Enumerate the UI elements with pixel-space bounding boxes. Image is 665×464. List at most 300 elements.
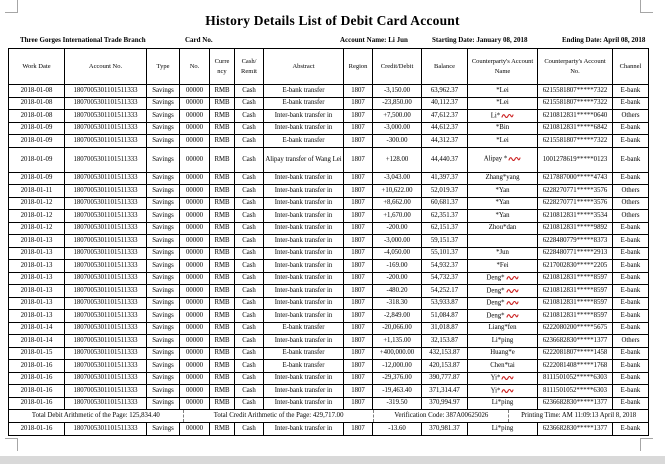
cell-work-date: 2018-01-14 — [9, 322, 65, 335]
table-head — [9, 49, 649, 85]
cell-channel: E-bank — [613, 322, 649, 335]
cell-currency: RMB — [210, 222, 235, 235]
cell-credit-debit: -200.00 — [373, 272, 422, 285]
table-row — [9, 135, 649, 148]
cell-type: Savings — [147, 310, 180, 323]
cell-region: 1807 — [344, 385, 373, 398]
cell-cp-name — [468, 385, 538, 398]
table-row — [9, 322, 649, 335]
red-scribble-mark — [501, 374, 514, 382]
cell-cp-account-no: 6210812831*****8597 — [538, 297, 613, 310]
table-row — [9, 360, 649, 373]
cell-work-date: 2018-01-08 — [9, 85, 65, 98]
cell-account-no: 1807005301101511333 — [65, 172, 147, 185]
cell-channel: E-bank — [613, 297, 649, 310]
cell-account-no: 1807005301101511333 — [65, 272, 147, 285]
table-row — [9, 372, 649, 385]
cell-cash-remit: Cash — [235, 185, 264, 198]
cell-region: 1807 — [344, 247, 373, 260]
cell-cp-account-no: 6215581807*****7322 — [538, 135, 613, 148]
cell-account-no: 1807005301101511333 — [65, 247, 147, 260]
counterparty-name-text: Li* — [490, 112, 501, 120]
cell-balance: 32,153.87 — [422, 335, 468, 348]
cell-cp-account-no: 6210812831*****8597 — [538, 272, 613, 285]
cell-region: 1807 — [344, 297, 373, 310]
cell-credit-debit: -4,050.00 — [373, 247, 422, 260]
column-header-type: Type — [147, 49, 180, 85]
cell-work-date: 2018-01-13 — [9, 310, 65, 323]
cell-channel: E-bank — [613, 260, 649, 273]
cell-no: 00000 — [180, 97, 210, 110]
cell-cp-name — [468, 322, 538, 335]
counterparty-name-text: Li*ping — [491, 336, 514, 344]
column-header-abstract: Abstract — [264, 49, 344, 85]
table-row — [9, 97, 649, 110]
cell-credit-debit: -29,376.00 — [373, 372, 422, 385]
cell-type: Savings — [147, 135, 180, 148]
cell-channel: E-bank — [613, 310, 649, 323]
cell-cash-remit: Cash — [235, 210, 264, 223]
cell-cp-name — [468, 97, 538, 110]
cell-account-no: 1807005301101511333 — [65, 122, 147, 135]
cell-currency: RMB — [210, 122, 235, 135]
cell-type: Savings — [147, 285, 180, 298]
table-row — [9, 122, 649, 135]
cell-cash-remit: Cash — [235, 260, 264, 273]
cell-cp-account-no: 6217887000*****4743 — [538, 172, 613, 185]
cell-balance: 60,681.37 — [422, 197, 468, 210]
cell-account-no: 1807005301101511333 — [65, 297, 147, 310]
verification-code: Verification Code: 387A00625026 — [373, 410, 508, 422]
cell-work-date: 2018-01-13 — [9, 235, 65, 248]
cell-currency: RMB — [210, 110, 235, 123]
cell-abstract: E-bank transfer — [264, 97, 344, 110]
cell-abstract: Inter-bank transfer in — [264, 397, 344, 410]
counterparty-name-text: *Lei — [496, 86, 509, 94]
cell-account-no: 1807005301101511333 — [65, 85, 147, 98]
cell-region: 1807 — [344, 322, 373, 335]
cell-currency: RMB — [210, 210, 235, 223]
cell-cp-name — [468, 272, 538, 285]
cell-balance: 52,019.37 — [422, 185, 468, 198]
cell-work-date: 2018-01-09 — [9, 147, 65, 172]
cell-cash-remit: Cash — [235, 85, 264, 98]
cell-no: 00000 — [180, 122, 210, 135]
counterparty-name-text: *Yan — [495, 211, 510, 219]
cell-no: 00000 — [180, 423, 210, 436]
cell-no: 00000 — [180, 147, 210, 172]
column-header-work_date: Work Date — [9, 49, 65, 85]
cell-no: 00000 — [180, 322, 210, 335]
cell-region: 1807 — [344, 347, 373, 360]
cell-abstract: Inter-bank transfer in — [264, 272, 344, 285]
cell-cp-account-no: 6210812831*****6842 — [538, 122, 613, 135]
cell-balance: 55,101.37 — [422, 247, 468, 260]
cell-region: 1807 — [344, 172, 373, 185]
cell-account-no: 1807005301101511333 — [65, 347, 147, 360]
cell-cp-name — [468, 197, 538, 210]
cell-channel: E-bank — [613, 285, 649, 298]
cell-balance: 44,612.37 — [422, 122, 468, 135]
cell-type: Savings — [147, 372, 180, 385]
cell-no: 00000 — [180, 347, 210, 360]
column-header-cp_name: Counterparty's Account Name — [468, 49, 538, 85]
cell-credit-debit: -23,850.00 — [373, 97, 422, 110]
table-row — [9, 335, 649, 348]
page-title: History Details List of Debit Card Account — [205, 13, 460, 28]
cell-credit-debit: -19,463.40 — [373, 385, 422, 398]
cell-cash-remit: Cash — [235, 135, 264, 148]
total-debit: Total Debit Arithmetic of the Page: 125,834.40 — [31, 412, 160, 420]
cell-abstract: Inter-bank transfer in — [264, 235, 344, 248]
table-row — [9, 260, 649, 273]
cell-account-no: 1807005301101511333 — [65, 260, 147, 273]
cell-channel: E-bank — [613, 360, 649, 373]
table-row — [9, 110, 649, 123]
cell-type: Savings — [147, 397, 180, 410]
cell-type: Savings — [147, 385, 180, 398]
cell-cp-name — [468, 335, 538, 348]
cell-cash-remit: Cash — [235, 235, 264, 248]
counterparty-name-text: *Fei — [496, 261, 509, 269]
counterparty-name-text: *Bin — [495, 124, 510, 132]
branch-name: Three Gorges International Trade Branch — [20, 36, 146, 44]
cell-channel: E-bank — [613, 222, 649, 235]
cell-currency: RMB — [210, 423, 235, 436]
cell-work-date: 2018-01-11 — [9, 185, 65, 198]
cell-cp-account-no: 6210812831*****8597 — [538, 310, 613, 323]
cell-currency: RMB — [210, 397, 235, 410]
cell-balance: 370,981.37 — [422, 423, 468, 436]
cell-cp-account-no: 6228270771*****3576 — [538, 185, 613, 198]
cell-account-no: 1807005301101511333 — [65, 385, 147, 398]
cell-work-date: 2018-01-13 — [9, 260, 65, 273]
cell-account-no: 1807005301101511333 — [65, 147, 147, 172]
cell-cp-account-no: 6217002830*****2205 — [538, 260, 613, 273]
cell-channel: E-bank — [613, 247, 649, 260]
cell-work-date: 2018-01-13 — [9, 285, 65, 298]
cell-currency: RMB — [210, 347, 235, 360]
cell-region: 1807 — [344, 360, 373, 373]
column-header-credit_debit: Credit/Debit — [373, 49, 422, 85]
cell-cp-account-no: 6215581807*****7322 — [538, 85, 613, 98]
cell-abstract: Inter-bank transfer in — [264, 372, 344, 385]
cell-region: 1807 — [344, 423, 373, 436]
column-header-account_no: Account No. — [65, 49, 147, 85]
cell-channel: E-bank — [613, 172, 649, 185]
cell-abstract: Inter-bank transfer in — [264, 110, 344, 123]
cell-channel: E-bank — [613, 423, 649, 436]
cell-currency: RMB — [210, 322, 235, 335]
cell-type: Savings — [147, 85, 180, 98]
cell-cash-remit: Cash — [235, 272, 264, 285]
page-totals-row — [9, 410, 649, 423]
counterparty-name-text: Liang*fen — [488, 324, 517, 332]
cell-work-date: 2018-01-13 — [9, 247, 65, 260]
cell-channel: Others — [613, 197, 649, 210]
cell-cp-name — [468, 397, 538, 410]
cell-cp-account-no: 8111501052*****6303 — [538, 372, 613, 385]
cell-currency: RMB — [210, 97, 235, 110]
cell-type: Savings — [147, 110, 180, 123]
cell-credit-debit: +7,500.00 — [373, 110, 422, 123]
cell-channel: E-bank — [613, 235, 649, 248]
cell-abstract: Inter-bank transfer in — [264, 222, 344, 235]
cell-account-no: 1807005301101511333 — [65, 335, 147, 348]
red-scribble-mark — [508, 155, 521, 163]
red-scribble-mark — [506, 287, 519, 295]
column-header-no: No. — [180, 49, 210, 85]
column-header-cp_account_no: Counterparty's Account No. — [538, 49, 613, 85]
cell-no: 00000 — [180, 372, 210, 385]
cell-no: 00000 — [180, 335, 210, 348]
cell-cp-account-no: 6210812831*****0640 — [538, 110, 613, 123]
cell-no: 00000 — [180, 247, 210, 260]
cell-region: 1807 — [344, 135, 373, 148]
cell-abstract: Alipay transfer of Wang Lei — [264, 147, 344, 172]
cell-credit-debit: -13.60 — [373, 423, 422, 436]
cell-balance: 432,153.87 — [422, 347, 468, 360]
cell-balance: 51,084.87 — [422, 310, 468, 323]
cell-account-no: 1807005301101511333 — [65, 210, 147, 223]
cell-cp-name — [468, 260, 538, 273]
cell-channel: Others — [613, 210, 649, 223]
cell-channel: E-bank — [613, 147, 649, 172]
counterparty-name-text: *Lei — [496, 136, 509, 144]
table-row — [9, 172, 649, 185]
table-body — [9, 85, 649, 436]
cell-channel: Others — [613, 185, 649, 198]
cell-work-date: 2018-01-12 — [9, 197, 65, 210]
cell-no: 00000 — [180, 197, 210, 210]
cell-no: 00000 — [180, 397, 210, 410]
cell-region: 1807 — [344, 97, 373, 110]
cell-cp-name — [468, 347, 538, 360]
cell-credit-debit: -480.20 — [373, 285, 422, 298]
cell-type: Savings — [147, 197, 180, 210]
counterparty-name-text: *Jun — [496, 249, 509, 257]
cell-balance: 44,440.37 — [422, 147, 468, 172]
cell-region: 1807 — [344, 110, 373, 123]
cell-cp-name — [468, 235, 538, 248]
cell-region: 1807 — [344, 147, 373, 172]
cell-balance: 420,153.87 — [422, 360, 468, 373]
cell-region: 1807 — [344, 185, 373, 198]
cell-type: Savings — [147, 297, 180, 310]
counterparty-name-text: Zhang*yang — [485, 174, 520, 182]
cell-region: 1807 — [344, 272, 373, 285]
cell-cp-name — [468, 372, 538, 385]
counterparty-name-text: Deng* — [486, 287, 505, 295]
counterparty-name-text: Chen*tai — [490, 361, 515, 369]
column-header-balance: Balance — [422, 49, 468, 85]
cell-currency: RMB — [210, 135, 235, 148]
cell-cash-remit: Cash — [235, 347, 264, 360]
cell-cash-remit: Cash — [235, 360, 264, 373]
cell-cp-account-no: 6236682830*****1377 — [538, 423, 613, 436]
cell-abstract: E-bank transfer — [264, 322, 344, 335]
table-row — [9, 385, 649, 398]
cell-cash-remit: Cash — [235, 397, 264, 410]
cell-region: 1807 — [344, 122, 373, 135]
cell-type: Savings — [147, 360, 180, 373]
cell-work-date: 2018-01-15 — [9, 347, 65, 360]
table-row-footer — [9, 423, 649, 436]
cell-region: 1807 — [344, 397, 373, 410]
cell-credit-debit: -20,066.00 — [373, 322, 422, 335]
counterparty-name-text: *Lei — [496, 99, 509, 107]
cell-balance: 371,314.47 — [422, 385, 468, 398]
cell-type: Savings — [147, 322, 180, 335]
cell-currency: RMB — [210, 372, 235, 385]
cell-cp-account-no: 6222081408*****1768 — [538, 360, 613, 373]
cell-credit-debit: -3,000.00 — [373, 235, 422, 248]
cell-balance: 390,777.87 — [422, 372, 468, 385]
column-header-cash_remit: Cash/ Remit — [235, 49, 264, 85]
cell-work-date: 2018-01-16 — [9, 385, 65, 398]
counterparty-name-text: *Yan — [495, 186, 510, 194]
cell-work-date: 2018-01-09 — [9, 172, 65, 185]
cell-channel: E-bank — [613, 397, 649, 410]
cell-channel: E-bank — [613, 347, 649, 360]
cell-cp-account-no: 6228480771*****2913 — [538, 247, 613, 260]
cell-no: 00000 — [180, 85, 210, 98]
cell-no: 00000 — [180, 360, 210, 373]
cell-abstract: Inter-bank transfer in — [264, 210, 344, 223]
page-bottom-edge — [0, 456, 665, 464]
cell-abstract: Inter-bank transfer in — [264, 385, 344, 398]
cell-cp-account-no: 6228480779*****8373 — [538, 235, 613, 248]
counterparty-name-text: Deng* — [486, 274, 505, 282]
crop-mark-bottom-right — [640, 438, 653, 451]
card-no-label: Card No. — [185, 36, 213, 44]
cell-credit-debit: +10,622.00 — [373, 185, 422, 198]
table-row — [9, 285, 649, 298]
ending-date: Ending Date: April 08, 2018 — [562, 36, 646, 44]
cell-cash-remit: Cash — [235, 385, 264, 398]
cell-region: 1807 — [344, 310, 373, 323]
cell-channel: E-bank — [613, 272, 649, 285]
cell-cp-name — [468, 185, 538, 198]
table-row — [9, 185, 649, 198]
cell-cp-account-no: 6210812831*****9892 — [538, 222, 613, 235]
cell-no: 00000 — [180, 385, 210, 398]
cell-type: Savings — [147, 347, 180, 360]
cell-account-no: 1807005301101511333 — [65, 372, 147, 385]
cell-abstract: Inter-bank transfer in — [264, 297, 344, 310]
cell-credit-debit: -3,000.00 — [373, 122, 422, 135]
cell-credit-debit: -12,000.00 — [373, 360, 422, 373]
cell-cp-name — [468, 360, 538, 373]
cell-channel: E-bank — [613, 135, 649, 148]
cell-region: 1807 — [344, 335, 373, 348]
cell-region: 1807 — [344, 372, 373, 385]
cell-balance: 40,112.37 — [422, 97, 468, 110]
cell-balance: 54,932.37 — [422, 260, 468, 273]
cell-type: Savings — [147, 222, 180, 235]
cell-credit-debit: -200.00 — [373, 222, 422, 235]
table-row — [9, 397, 649, 410]
cell-balance: 54,252.17 — [422, 285, 468, 298]
cell-credit-debit: -3,043.00 — [373, 172, 422, 185]
cell-no: 00000 — [180, 260, 210, 273]
cell-account-no: 1807005301101511333 — [65, 110, 147, 123]
cell-currency: RMB — [210, 297, 235, 310]
cell-cp-name — [468, 147, 538, 172]
statement-meta-line — [0, 36, 665, 47]
cell-account-no: 1807005301101511333 — [65, 235, 147, 248]
counterparty-name-text: Zhou*dan — [488, 224, 517, 232]
cell-account-no: 1807005301101511333 — [65, 197, 147, 210]
cell-cp-name — [468, 85, 538, 98]
cell-currency: RMB — [210, 310, 235, 323]
cell-cp-name — [468, 135, 538, 148]
cell-cash-remit: Cash — [235, 197, 264, 210]
cell-type: Savings — [147, 210, 180, 223]
page-totals-cell — [9, 410, 649, 423]
counterparty-name-text: Deng* — [486, 312, 505, 320]
cell-balance: 44,312.37 — [422, 135, 468, 148]
cell-credit-debit: +128.00 — [373, 147, 422, 172]
cell-type: Savings — [147, 97, 180, 110]
cell-currency: RMB — [210, 272, 235, 285]
cell-work-date: 2018-01-08 — [9, 110, 65, 123]
cell-currency: RMB — [210, 235, 235, 248]
cell-balance: 370,994.97 — [422, 397, 468, 410]
cell-cp-name — [468, 310, 538, 323]
cell-type: Savings — [147, 122, 180, 135]
cell-account-no: 1807005301101511333 — [65, 222, 147, 235]
cell-cp-account-no: 1001278619*****0123 — [538, 147, 613, 172]
counterparty-name-text: Huang*e — [490, 349, 515, 357]
cell-cash-remit: Cash — [235, 110, 264, 123]
statement-table — [8, 48, 649, 436]
cell-cp-account-no: 6222081807*****1458 — [538, 347, 613, 360]
column-header-region: Region — [344, 49, 373, 85]
cell-cash-remit: Cash — [235, 335, 264, 348]
cell-cp-account-no: 6215581807*****7322 — [538, 97, 613, 110]
cell-cash-remit: Cash — [235, 147, 264, 172]
header-row — [9, 49, 649, 85]
cell-balance: 63,962.37 — [422, 85, 468, 98]
cell-abstract: E-bank transfer — [264, 85, 344, 98]
cell-balance: 54,732.37 — [422, 272, 468, 285]
cell-work-date: 2018-01-16 — [9, 360, 65, 373]
table-row — [9, 147, 649, 172]
counterparty-name-text: Deng* — [486, 299, 505, 307]
cell-cash-remit: Cash — [235, 222, 264, 235]
cell-balance: 53,933.87 — [422, 297, 468, 310]
cell-abstract: Inter-bank transfer in — [264, 423, 344, 436]
cell-cash-remit: Cash — [235, 285, 264, 298]
counterparty-name-text: *Yan — [495, 199, 510, 207]
cell-credit-debit: +8,662.00 — [373, 197, 422, 210]
cell-account-no: 1807005301101511333 — [65, 135, 147, 148]
cell-region: 1807 — [344, 235, 373, 248]
cell-cash-remit: Cash — [235, 297, 264, 310]
cell-channel: E-bank — [613, 372, 649, 385]
red-scribble-mark — [506, 299, 519, 307]
cell-account-no: 1807005301101511333 — [65, 423, 147, 436]
cell-account-no: 1807005301101511333 — [65, 97, 147, 110]
cell-cp-account-no: 6210812831*****8597 — [538, 285, 613, 298]
cell-cash-remit: Cash — [235, 310, 264, 323]
cell-type: Savings — [147, 247, 180, 260]
cell-abstract: Inter-bank transfer in — [264, 122, 344, 135]
cell-abstract: Inter-bank transfer in — [264, 335, 344, 348]
cell-credit-debit: -318.30 — [373, 297, 422, 310]
cell-region: 1807 — [344, 222, 373, 235]
